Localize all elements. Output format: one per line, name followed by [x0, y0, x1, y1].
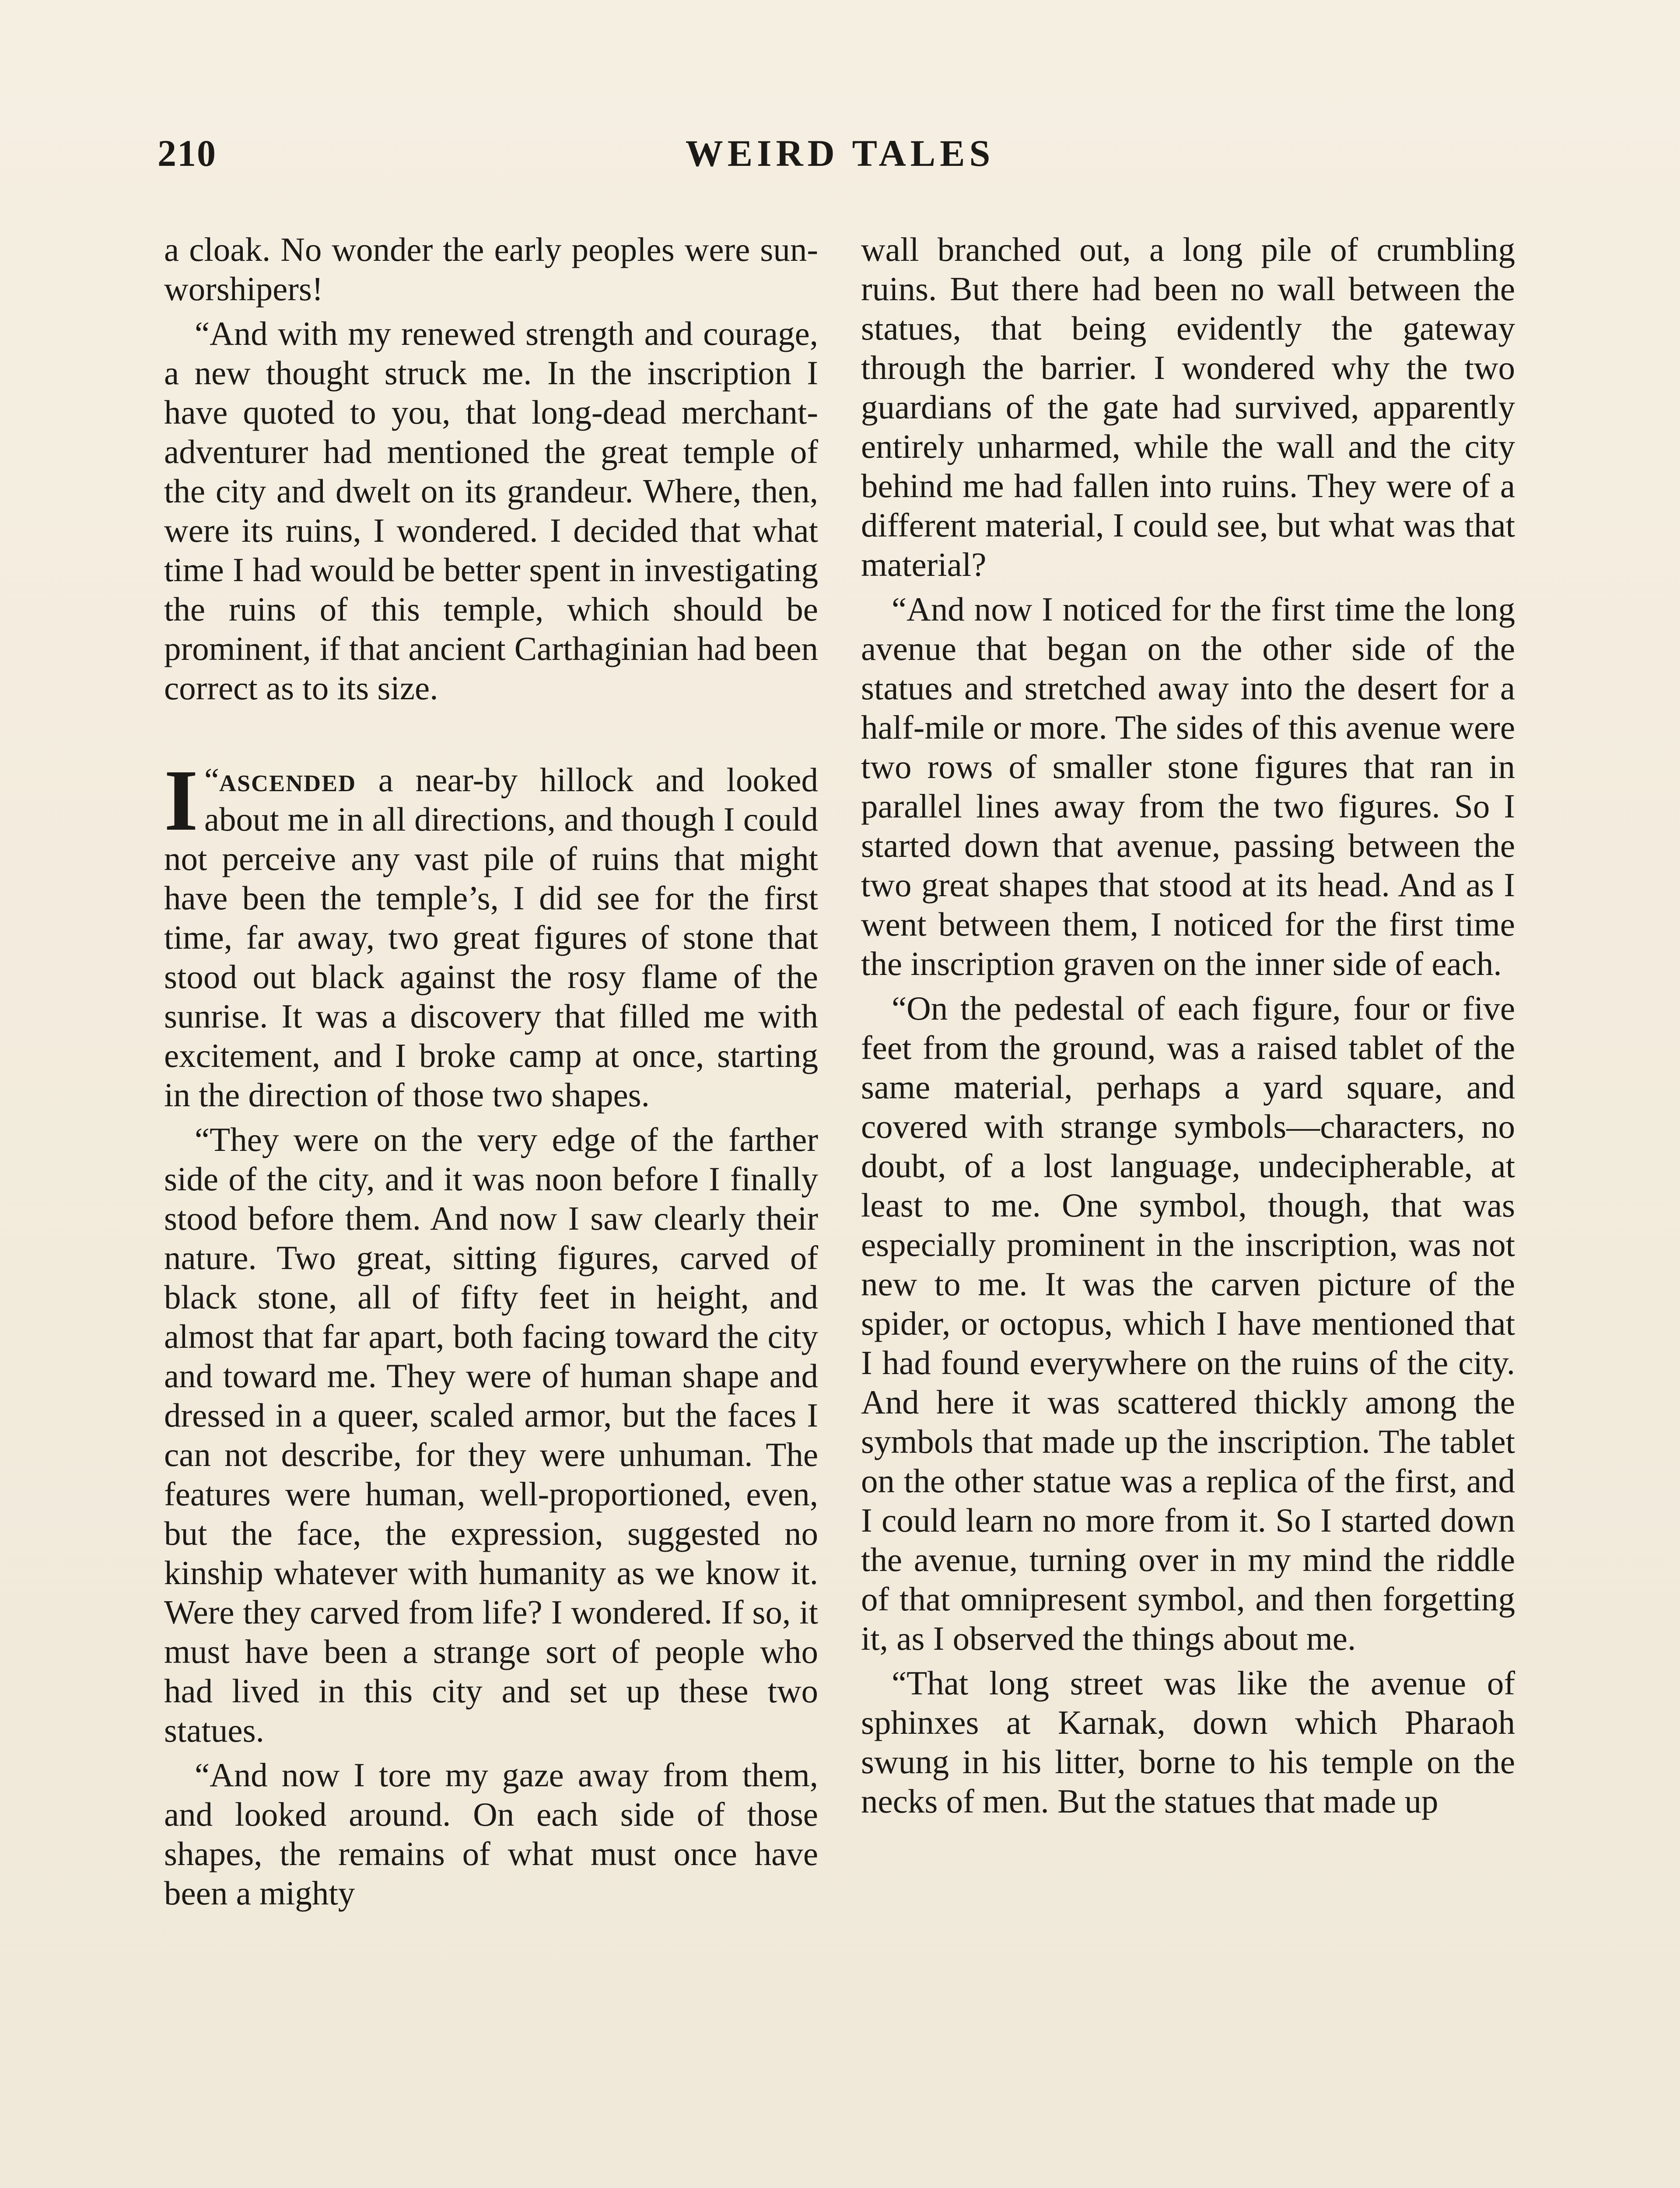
paragraph-text: a near-by hillock and looked about me in all directions, and though I could not perceive any vast pile of ruins that might have been the temple’s, I did see for the first time, far away, two great figures of stone that stood out black against the rosy flame of the sunrise. It was a discovery that filled me with excitement, and I broke camp at once, starting in the direction of those two shapes. [164, 761, 818, 1114]
page-header [158, 131, 1522, 188]
paragraph: “On the pedestal of each figure, four or five feet from the ground, was a raised tablet of the same material, perhaps a yard square, and covered with strange symbols—characters, no doubt, of a lost language, undecipherable, at least to me. One symbol, though, that was especially prominent in the inscription, was not new to me. It was the carven picture of the spider, or octopus, which I have mentioned that I had found everywhere on the ruins of the city. And here it was scattered thickly among the symbols that made up the inscription. The tablet on the other statue was a replica of the first, and I could learn no more from it. So I started down the avenue, turning over in my mind the riddle of that omnipresent symbol, and then forgetting it, as I observed the things about me. [861, 989, 1515, 1657]
left-column [164, 230, 818, 1918]
section-opening-paragraph [164, 752, 818, 1115]
running-title: WEIRD TALES [685, 132, 995, 174]
paragraph: “And now I noticed for the first time the long avenue that began on the other side of the statues and stretched away into the desert for a half-mile or more. The sides of this avenue were two rows of smaller stone figures that ran in parallel lines away from the two figures. So I started down that avenue, passing between the two great shapes that stood at its head. And as I went between them, I noticed for the first time the inscription graven on the inner side of each. [861, 590, 1515, 982]
right-column [861, 230, 1515, 1826]
small-caps-lead: ascended [219, 761, 357, 799]
paragraph: “And now I tore my gaze away from them, and looked around. On each side of those shapes, the remains of what must once have been a mighty [164, 1756, 818, 1912]
drop-cap: I [164, 752, 198, 849]
paragraph: wall branched out, a long pile of crumbling ruins. But there had been no wall between the statues, that being evidently the gateway through the barrier. I wondered why the two guardians of the gate had survived, apparently entirely unharmed, while the wall and the city behind me had fallen into ruins. They were of a different material, I could see, but what was that material? [861, 231, 1515, 583]
page-number: 210 [158, 132, 217, 174]
open-quote: “ [204, 761, 220, 799]
paragraph: “They were on the very edge of the farther side of the city, and it was noon before I finally stood before them. And now I saw clearly their nature. Two great, sitting figures, carved of black stone, all of fifty feet in height, and almost that far apart, both facing toward the city and toward me. They were of human shape and dressed in a queer, scaled armor, but the faces I can not describe, for they were unhuman. The features were human, well-proportioned, even, but the face, the expression, suggested no kinship whatever with humanity as we know it. Were they carved from life? I wondered. If so, it must have been a strange sort of people who had lived in this city and set up these two statues. [164, 1121, 818, 1749]
paragraph: “And with my renewed strength and courage, a new thought struck me. In the inscription I have quoted to you, that long-dead merchant-adventurer had mentioned the great temple of the city and dwelt on its grandeur. Where, then, were its ruins, I wondered. I decided that what time I had would be better spent in investigating the ruins of this temple, which should be prominent, if that ancient Carthaginian had been correct as to its size. [164, 315, 818, 707]
paragraph: “That long street was like the avenue of sphinxes at Karnak, down which Pharaoh swung in his litter, borne to his temple on the necks of men. But the statues that made up [861, 1664, 1515, 1820]
paragraph: a cloak. No wonder the early peoples were sun-worshipers! [164, 231, 818, 308]
